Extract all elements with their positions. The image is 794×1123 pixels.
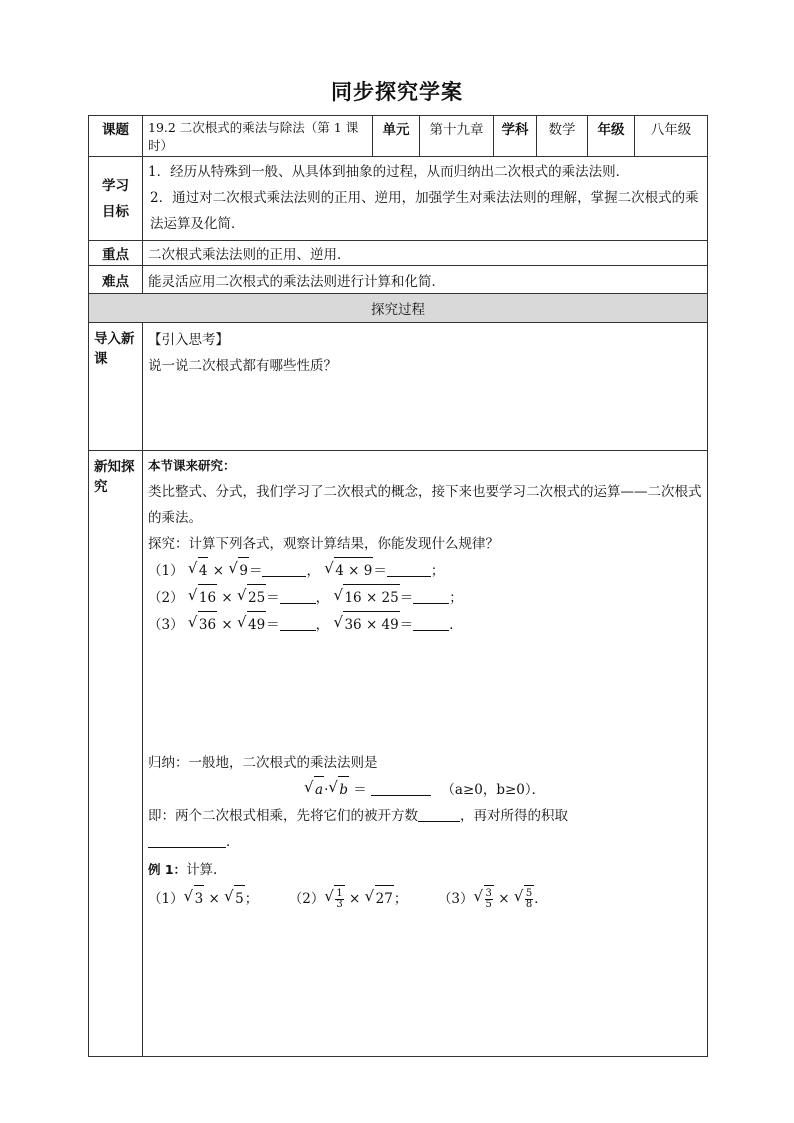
unit-label: 单元: [373, 116, 420, 157]
sqrt-fraction: √ $\frac{5}{8}$: [514, 885, 534, 912]
example-1: 例 1：计算.: [148, 862, 218, 878]
key-point-row: [89, 241, 708, 266]
subject-value: 数学: [537, 116, 588, 157]
difficulty-label: 难点: [89, 266, 143, 294]
key-point-label: 重点: [89, 241, 143, 266]
key-point-text: 二次根式乘法法则的正用、逆用．: [143, 241, 708, 266]
explore-row: [89, 451, 708, 1057]
answer-blank[interactable]: [280, 589, 316, 604]
unit-value: 第十九章: [420, 116, 494, 157]
summary-text: 归纳：一般地，二次根式的乘法法则是: [148, 755, 378, 771]
rule-explanation: 即：两个二次根式相乘，先将它们的被开方数 ，再对所得的积取: [148, 808, 568, 824]
rule-blank[interactable]: [148, 833, 226, 848]
header-row: [89, 116, 708, 157]
difficulty-text: 能灵活应用二次根式的乘法法则进行计算和化简．: [143, 266, 708, 294]
rule-blank[interactable]: [418, 807, 460, 822]
sqrt-expression: √ 36: [188, 611, 217, 638]
sqrt-expression: √ 4 × 9: [324, 557, 373, 584]
sqrt-expression: √ a: [304, 776, 324, 803]
answer-blank[interactable]: [413, 589, 449, 604]
explore-label: 新知探究: [89, 451, 143, 1057]
grade-value: 八年级: [635, 116, 708, 157]
work-space: [148, 638, 702, 750]
intro-row: [89, 323, 708, 451]
explore-paragraph: 类比整式、分式，我们学习了二次根式的概念，接下来也要学习二次根式的运算——二次根式的乘法。: [148, 484, 702, 526]
grade-label: 年级: [588, 116, 635, 157]
multiplication-rule: √ a·√ b ＝ （a≥0，b≥0）．: [148, 776, 702, 803]
goals-label: 学习 目标: [89, 157, 143, 241]
sqrt-expression: √ 49: [237, 611, 266, 638]
sqrt-fraction: √ $\frac{1}{3}$: [324, 885, 344, 912]
topic-value: 19.2 二次根式的乘法与除法（第 1 课时）: [143, 116, 373, 157]
page-title: 同步探究学案: [331, 80, 463, 104]
intro-label: 导入新课: [89, 323, 143, 451]
explore-item-3: （3） √ 36 × √ 49＝ ， √ 36 × 49＝ ．: [148, 611, 702, 638]
sqrt-expression: √ b: [328, 776, 349, 803]
sqrt-expression: √ 36 × 49: [333, 611, 399, 638]
goals-content: [143, 157, 708, 241]
answer-blank[interactable]: [262, 562, 306, 577]
explore-item-1: （1） √ 4 × √ 9＝ ， √ 4 × 9＝ ；: [148, 557, 702, 584]
goal-item-2: 2．通过对二次根式乘法法则的正用、逆用，加强学生对乘法法则的理解，掌握二次根式的乘法运算及化简．: [150, 190, 699, 232]
rule-blank[interactable]: [371, 781, 431, 796]
sqrt-expression: √ 5: [224, 885, 245, 912]
answer-blank[interactable]: [280, 616, 316, 631]
goals-row: [89, 157, 708, 241]
intro-heading: 【引入思考】: [148, 332, 229, 348]
explore-content: [143, 451, 708, 1057]
sqrt-expression: √ 4: [188, 557, 209, 584]
sqrt-expression: √ 16: [188, 584, 217, 611]
subject-label: 学科: [494, 116, 537, 157]
lesson-table: [88, 115, 708, 1057]
process-header: 探究过程: [89, 294, 708, 323]
process-header-row: [89, 294, 708, 323]
example-1-items: （1）√ 3 × √ 5； （2） √ $\frac{1}{3}$ × √ 27； （3） √ $\frac{3}{5}$ × √ $\frac{5}{8}$ ．: [148, 885, 702, 912]
difficulty-row: [89, 266, 708, 294]
rule-explanation-cont: ．: [148, 829, 702, 855]
explore-heading: 本节课来研究：: [148, 458, 236, 473]
topic-label: 课题: [89, 116, 143, 157]
sqrt-expression: √ 25: [237, 584, 266, 611]
intro-content: [143, 323, 708, 451]
sqrt-expression: √ 3: [184, 885, 205, 912]
answer-blank[interactable]: [413, 616, 449, 631]
sqrt-fraction: √ $\frac{3}{5}$: [474, 885, 494, 912]
sqrt-expression: √ 27: [365, 885, 394, 912]
explore-task: 探究：计算下列各式，观察计算结果，你能发现什么规律？: [148, 536, 499, 552]
answer-blank[interactable]: [387, 562, 431, 577]
explore-item-2: （2） √ 16 × √ 25＝ ， √ 16 × 25＝ ；: [148, 584, 702, 611]
sqrt-expression: √ 9: [228, 557, 249, 584]
sqrt-expression: √ 16 × 25: [333, 584, 399, 611]
intro-question: 说一说二次根式都有哪些性质？: [148, 358, 337, 374]
goal-item-1: 1．经历从特殊到一般、从具体到抽象的过程，从而归纳出二次根式的乘法法则．: [148, 164, 630, 180]
